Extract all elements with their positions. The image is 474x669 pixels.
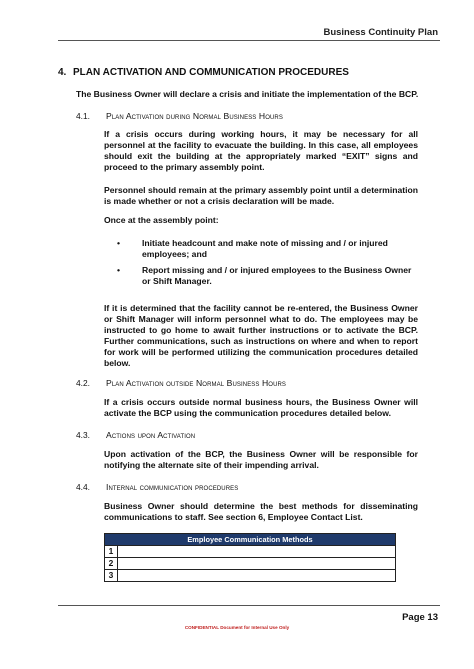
paragraph: If it is determined that the facility cannot be re-entered, the Business Owner or Shift Manager will inform personnel what to do. The employees may be instructed to go home to await further instructions or to activate the BCP. Further communications, such as instructions on where and when to report for work will be performed utilizing the communication procedures detailed below. <box>104 303 418 368</box>
paragraph: If a crisis occurs outside normal business hours, the Business Owner will activate the BCP using the communication procedures detailed below. <box>104 397 418 418</box>
bullet-icon: • <box>117 238 121 248</box>
section-heading <box>58 67 349 78</box>
subsection-4-4-heading <box>76 482 238 492</box>
paragraph: Once at the assembly point: <box>104 215 219 225</box>
list-item <box>104 238 418 260</box>
subsection-4-1-heading <box>76 111 283 121</box>
subsection-title: Plan Activation outside Normal Business Hours <box>106 378 287 388</box>
subsection-title: Internal communication procedures <box>106 482 239 492</box>
header-title: Business Continuity Plan <box>323 27 438 38</box>
subsection-number: 4.4. <box>76 482 90 492</box>
employee-communication-table <box>104 533 396 582</box>
subsection-number: 4.3. <box>76 430 90 440</box>
confidential-notice: CONFIDENTIAL Document for Internal Use Only <box>184 625 290 630</box>
paragraph: If a crisis occurs during working hours, it may be necessary for all personnel at the facility to evacuate the building. In this case, all employees should exit the building at the appropriately marked “EXIT” signs and proceed to the primary assembly point. <box>104 129 418 172</box>
section-number: 4. <box>58 67 67 78</box>
row-number: 2 <box>105 558 118 569</box>
page-number: Page 13 <box>402 612 438 623</box>
header-divider <box>58 40 440 41</box>
subsection-title: Plan Activation during Normal Business Hours <box>106 111 283 121</box>
row-number: 3 <box>105 570 118 581</box>
bullet-icon: • <box>117 264 121 275</box>
subsection-number: 4.2. <box>76 378 90 388</box>
table-cell <box>118 558 395 569</box>
table-row <box>105 558 395 570</box>
subsection-title: Actions upon Activation <box>106 430 196 440</box>
footer-divider <box>58 605 440 606</box>
paragraph: Personnel should remain at the primary assembly point until a determination is made whether or not a crisis declaration will be made. <box>104 185 418 206</box>
section-title: PLAN ACTIVATION AND COMMUNICATION PROCEDURES <box>73 67 349 78</box>
list-item-text: Report missing and / or injured employees to the Business Owner or Shift Manager. <box>142 264 412 286</box>
list-item <box>104 265 418 287</box>
intro-paragraph: The Business Owner will declare a crisis and initiate the implementation of the BCP. <box>76 89 419 99</box>
subsection-number: 4.1. <box>76 111 90 121</box>
subsection-4-2-heading <box>76 378 286 388</box>
table-cell <box>118 570 395 581</box>
table-cell <box>118 546 395 557</box>
subsection-4-3-heading <box>76 430 195 440</box>
paragraph: Business Owner should determine the best methods for disseminating communications to staff. See section 6, Employee Contact List. <box>104 501 418 522</box>
paragraph: Upon activation of the BCP, the Business Owner will be responsible for notifying the alternate site of their impending arrival. <box>104 449 418 470</box>
list-item-text: Initiate headcount and make note of missing and / or injured employees; and <box>142 238 388 259</box>
bullet-list <box>104 238 418 292</box>
table-row <box>105 570 395 581</box>
row-number: 1 <box>105 546 118 557</box>
table-header: Employee Communication Methods <box>105 534 395 546</box>
table-row <box>105 546 395 558</box>
